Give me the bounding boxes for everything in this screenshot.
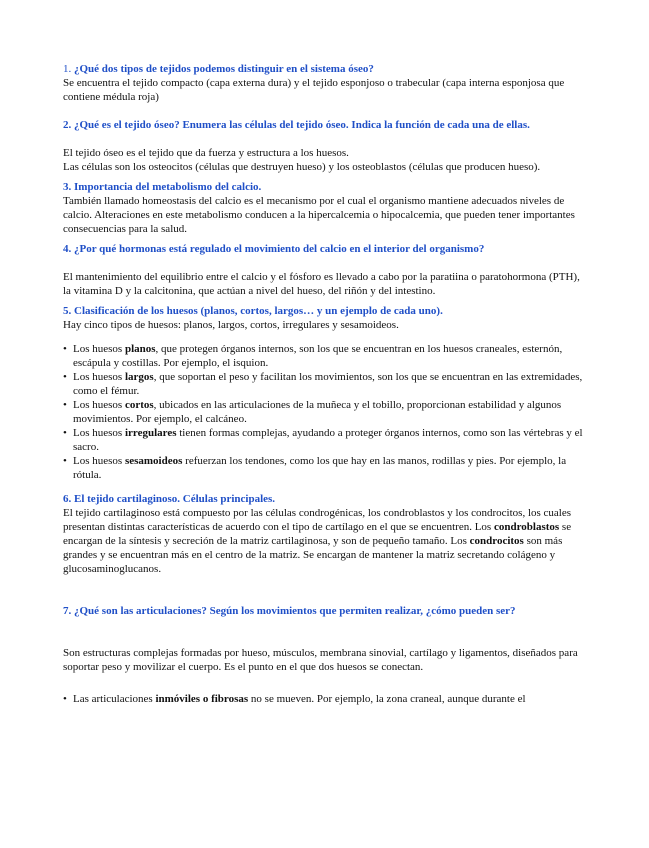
list-item-text: , ubicados en las articulaciones de la muñeca y el tobillo, proporcionan estabilidad y algunos movimientos. Por ejemplo, el calcáneo. xyxy=(73,399,562,425)
list-item-text: tienen formas complejas, ayudando a proteger órganos internos, como son las vértebras y el sacro. xyxy=(73,427,583,453)
section-1-heading xyxy=(63,62,585,76)
bullet-icon: • xyxy=(63,343,67,355)
joint-types-list xyxy=(63,692,585,706)
section-1-body: Se encuentra el tejido compacto (capa externa dura) y el tejido esponjoso o trabecular (capa interna esponjosa que contiene médula roja) xyxy=(63,77,565,103)
bullet-icon: • xyxy=(63,455,67,467)
list-item xyxy=(63,692,585,706)
list-item-term: largos xyxy=(124,371,154,383)
section-6-text: son más grandes y se encuentran más en el centro de la matriz. Se encargan de mantener la matriz secretando colágeno y glucosaminoglucanos. xyxy=(63,535,563,575)
section-3-body: También llamado homeostasis del calcio es el mecanismo por el cual el organismo mantiene adecuados niveles de calcio. Alteraciones en este metabolismo conducen a la hipercalcemia o hipocalcemia, que pueden tener importantes consecuencias para la salud. xyxy=(63,195,575,235)
section-4-heading: 4. ¿Por qué hormonas está regulado el movimiento del calcio en el interior del organismo? xyxy=(63,243,485,255)
list-item-term: planos xyxy=(124,343,156,355)
list-item-text: Las articulaciones xyxy=(73,693,156,705)
section-4-body: El mantenimiento del equilibrio entre el calcio y el fósforo es llevado a cabo por la paratiina o paratohormona (PTH), la vitamina D y la calcitonina, que actúan a nivel del hueso, del riñón y del intestino. xyxy=(63,271,580,297)
section-2-paragraph-2: Las células son los osteocitos (células que destruyen hueso) y los osteoblastos (células que producen hueso). xyxy=(63,161,541,173)
list-item-text: , que soportan el peso y facilitan los movimientos, son los que se encuentran en las extremidades, como el fémur. xyxy=(73,371,583,397)
section-7-body: Son estructuras complejas formadas por hueso, músculos, membrana sinovial, cartílago y ligamentos, diseñados para soportar peso y movilizar el cuerpo. Es el punto en el que dos huesos se conectan. xyxy=(63,647,578,673)
section-6-text: El tejido cartilaginoso está compuesto por las células condrogénicas, los condroblastos y los condrocitos, los cuales presentan distintas características de acuerdo con el tipo de cartílago en el que se encuentren. Los xyxy=(63,507,572,533)
list-item xyxy=(63,342,585,370)
section-6-body xyxy=(63,506,585,576)
bone-types-list xyxy=(63,342,585,482)
section-5-intro: Hay cinco tipos de huesos: planos, largos, cortos, irregulares y sesamoideos. xyxy=(63,319,399,331)
section-3-heading: 3. Importancia del metabolismo del calcio. xyxy=(63,181,262,193)
bullet-icon: • xyxy=(63,693,67,705)
list-item-text: Los huesos xyxy=(73,455,125,467)
bullet-icon: • xyxy=(63,371,67,383)
section-6-term: condroblastos xyxy=(493,521,560,533)
bullet-icon: • xyxy=(63,427,67,439)
list-item-text: Los huesos xyxy=(73,371,125,383)
list-item-text: refuerzan los tendones, como los que hay en las manos, rodillas y pies. Por ejemplo, la rótula. xyxy=(73,455,567,481)
section-1-title: ¿Qué dos tipos de tejidos podemos distinguir en el sistema óseo? xyxy=(74,63,374,75)
list-item-text: Los huesos xyxy=(73,343,125,355)
section-2-paragraph-1: El tejido óseo es el tejido que da fuerza y estructura a los huesos. xyxy=(63,147,349,159)
section-6-heading: 6. El tejido cartilaginoso. Células principales. xyxy=(63,493,276,505)
list-item-text: Los huesos xyxy=(73,399,125,411)
list-item xyxy=(63,398,585,426)
list-item-term: inmóviles o fibrosas xyxy=(155,693,249,705)
section-6-term: condrocitos xyxy=(469,535,524,547)
bullet-icon: • xyxy=(63,399,67,411)
list-item xyxy=(63,426,585,454)
list-item xyxy=(63,454,585,482)
section-2-heading: 2. ¿Qué es el tejido óseo? Enumera las células del tejido óseo. Indica la función de cada una de ellas. xyxy=(63,119,530,131)
section-7-heading: 7. ¿Qué son las articulaciones? Según los movimientos que permiten realizar, ¿cómo pueden ser? xyxy=(63,605,516,617)
section-6-text: se encargan de la síntesis y secreción de la matriz cartilaginosa, y son de pequeño tamaño. Los xyxy=(63,521,572,547)
list-item-text: , que protegen órganos internos, son los que se encuentran en los huesos craneales, esternón, escápula y costillas. Por ejemplo, el isquion. xyxy=(73,343,563,369)
list-item-text: Los huesos xyxy=(73,427,125,439)
list-item xyxy=(63,370,585,398)
list-item-text: no se mueven. Por ejemplo, la zona craneal, aunque durante el xyxy=(248,693,526,705)
section-1-number: 1. xyxy=(63,63,74,75)
list-item-term: irregulares xyxy=(124,427,177,439)
section-5-heading: 5. Clasificación de los huesos (planos, cortos, largos… y un ejemplo de cada uno). xyxy=(63,305,443,317)
list-item-term: cortos xyxy=(124,399,154,411)
list-item-term: sesamoideos xyxy=(124,455,183,467)
document-page xyxy=(63,62,585,706)
